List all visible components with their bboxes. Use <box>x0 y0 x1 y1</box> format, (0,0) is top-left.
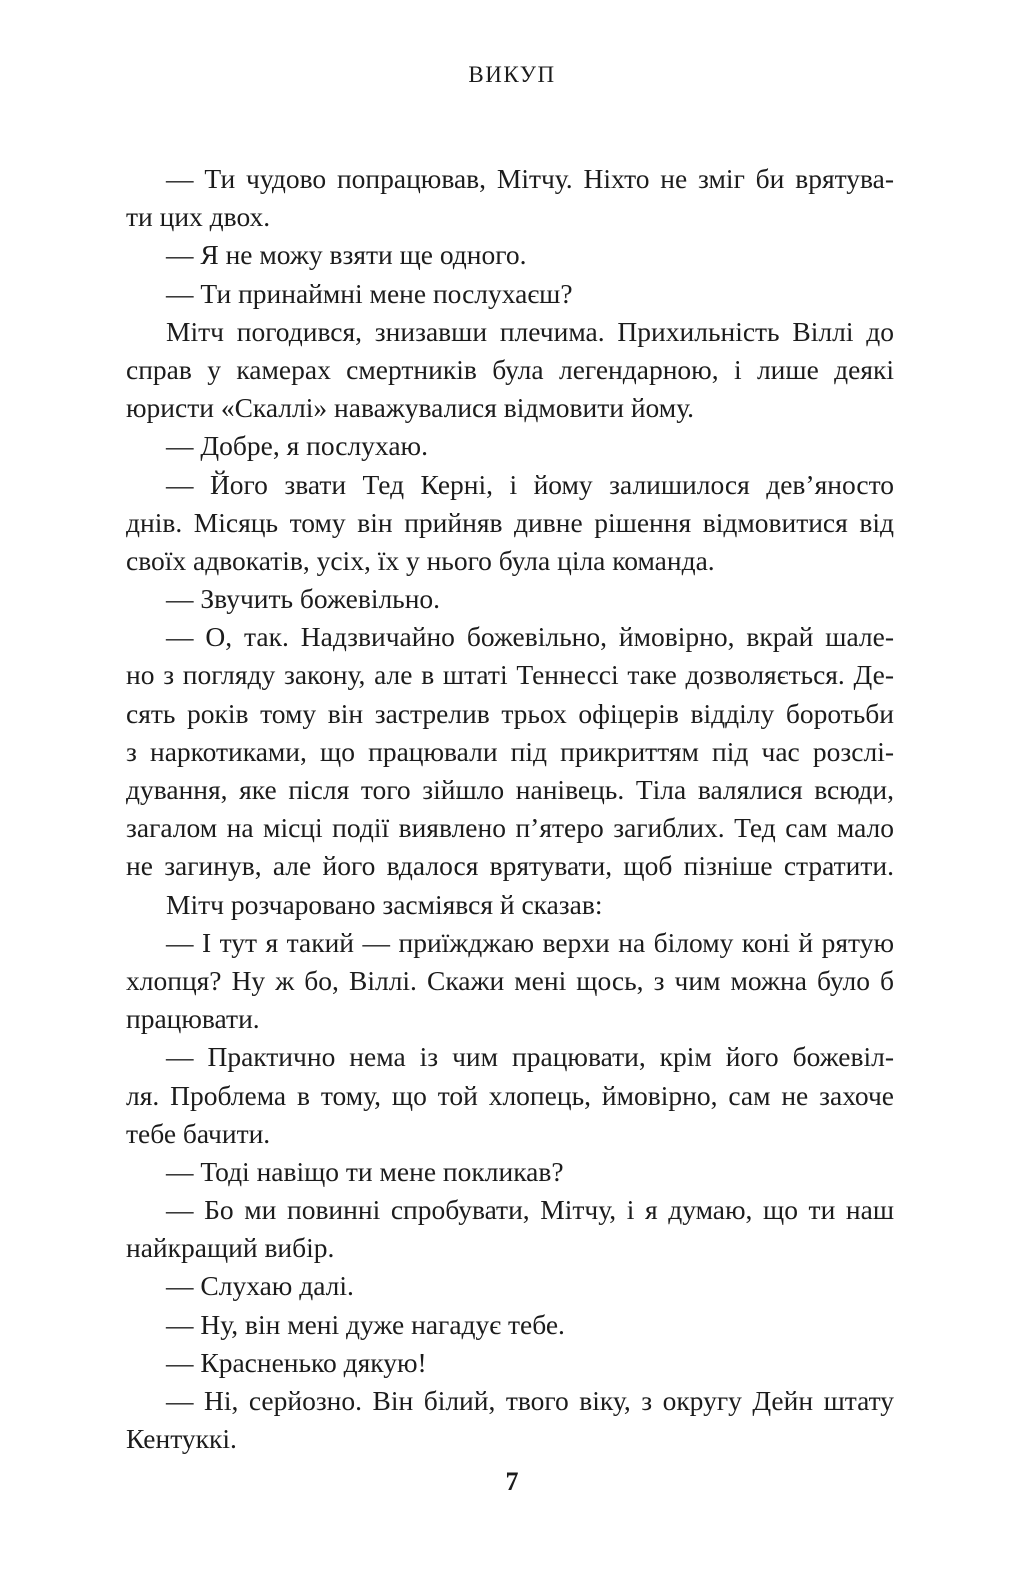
text-line: юристи «Скаллі» наважувалися відмовити йому. <box>126 392 695 424</box>
text-line: — Я не можу взяти ще одного. <box>166 239 527 271</box>
text-line: — Практично нема із чим працювати, крім його божевіл- <box>166 1041 894 1073</box>
text-line: но з погляду закону, але в штаті Теннессі таке дозволяється. Де- <box>126 659 894 691</box>
text-line: — Звучить божевільно. <box>166 583 441 615</box>
text-line: — Бо ми повинні спробувати, Мітчу, і я думаю, що ти наш <box>166 1194 894 1226</box>
text-line: тебе бачити. <box>126 1117 271 1149</box>
text-line: сять років тому він застрелив трьох офіцерів відділу боротьби <box>126 697 894 729</box>
text-line: найкращий вибір. <box>126 1232 335 1264</box>
text-line: дування, яке після того зійшло нанівець. Тіла валялися всюди, <box>126 774 894 805</box>
text-line: — О, так. Надзвичайно божевільно, ймовірно, вкрай шале- <box>166 621 894 653</box>
text-line: хлопця? Ну ж бо, Віллі. Скажи мені щось, з чим можна було б <box>126 964 894 996</box>
text-line: Кентуккі. <box>126 1423 237 1455</box>
page-number: 7 <box>505 1467 519 1496</box>
text-line: працювати. <box>126 1003 260 1035</box>
text-line: з наркотиками, що працювали під прикриттям під час розслі- <box>126 735 894 767</box>
text-line: Мітч погодився, знизавши плечима. Прихильність Віллі до <box>166 315 894 347</box>
text-line: ля. Проблема в тому, що той хлопець, ймовірно, сам не захоче <box>126 1079 894 1111</box>
text-line: — Ні, серйозно. Він білий, твого віку, з округу Дейн штату <box>166 1385 894 1416</box>
text-line: не загинув, але його вдалося врятувати, щоб пізніше стратити. <box>126 850 894 882</box>
text-line: днів. Місяць тому він прийняв дивне рішення відмовитися від <box>126 506 894 538</box>
text-line: своїх адвокатів, усіх, їх у нього була ціла команда. <box>126 544 715 576</box>
text-line: — І тут я такий — приїжджаю верхи на білому коні й рятую <box>166 926 894 958</box>
text-line: — Добре, я послухаю. <box>166 430 428 462</box>
text-line: Мітч розчаровано засміявся й сказав: <box>166 888 603 920</box>
body-text <box>126 160 894 1458</box>
text-line: — Ну, він мені дуже нагадує тебе. <box>166 1308 565 1340</box>
text-line: — Тоді навіщо ти мене покликав? <box>166 1155 564 1187</box>
text-line: — Слухаю далі. <box>166 1270 354 1302</box>
text-line: — Його звати Тед Керні, і йому залишилося дев’яносто <box>166 468 894 500</box>
text-line: ти цих двох. <box>126 201 271 233</box>
text-line: — Красненько дякую! <box>166 1346 427 1378</box>
text-line: справ у камерах смертників була легендарною, і лише деякі <box>126 353 894 385</box>
text-line: — Ти принаймні мене послухаєш? <box>166 277 573 309</box>
text-line: — Ти чудово попрацював, Мітчу. Ніхто не зміг би врятува- <box>166 163 894 194</box>
text-line: загалом на місці події виявлено п’ятеро загиблих. Тед сам мало <box>126 812 894 844</box>
running-header: ВИКУП <box>468 62 556 87</box>
